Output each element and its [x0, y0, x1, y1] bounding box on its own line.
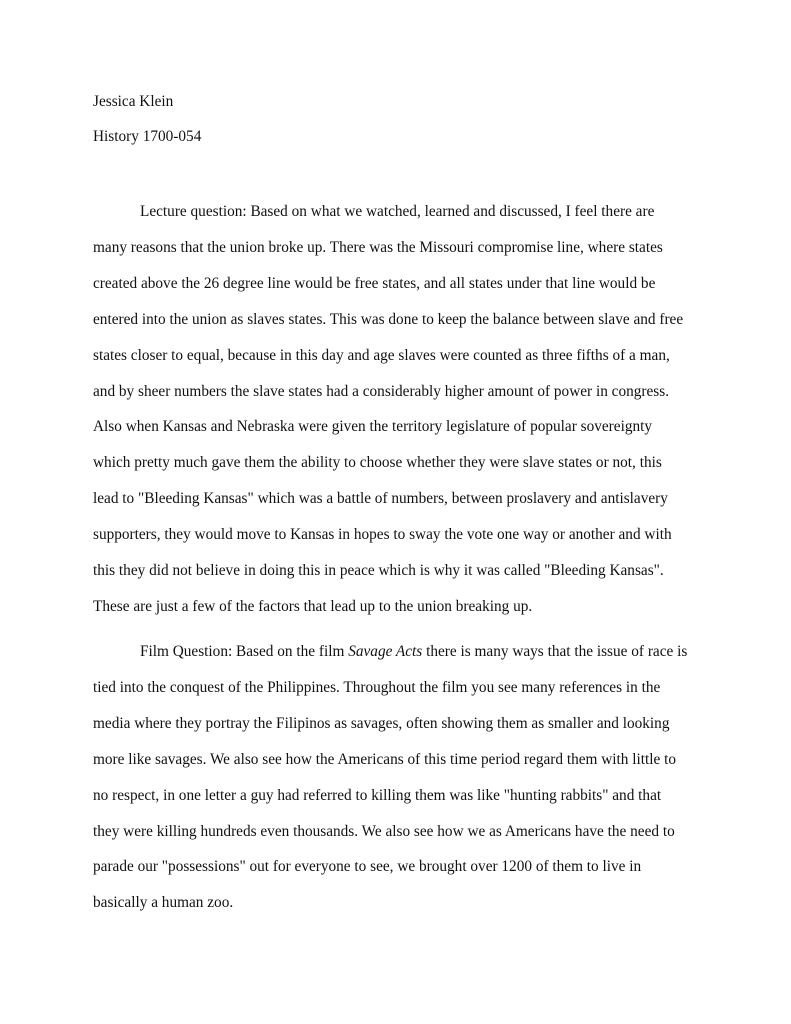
paragraph-line: Also when Kansas and Nebraska were given the territory legislature of popular sovereignty	[93, 418, 653, 435]
paragraph-line: supporters, they would move to Kansas in hopes to sway the vote one way or another and with	[93, 526, 672, 543]
paragraph-line: basically a human zoo.	[93, 894, 234, 911]
author-name: Jessica Klein	[93, 93, 174, 110]
film-question-prefix: Film Question: Based on the film	[140, 643, 349, 660]
paragraph-line: media where they portray the Filipinos as savages, often showing them as smaller and looking	[93, 715, 670, 732]
paragraph-line	[140, 642, 687, 662]
film-question-suffix: there is many ways that the issue of race is	[422, 643, 688, 660]
paragraph-line: more like savages. We also see how the Americans of this time period regard them with little to	[93, 751, 677, 768]
paragraph-line: tied into the conquest of the Philippines. Throughout the film you see many references in the	[93, 679, 661, 696]
paragraph-line: and by sheer numbers the slave states had a considerably higher amount of power in congress.	[93, 383, 670, 400]
paragraph-line: lead to "Bleeding Kansas" which was a battle of numbers, between proslavery and antislavery	[93, 490, 668, 507]
film-title: Savage Acts	[348, 643, 423, 660]
paragraph-line: Lecture question: Based on what we watched, learned and discussed, I feel there are	[140, 203, 655, 220]
paragraph-line: parade our "possessions" out for everyone to see, we brought over 1200 of them to live in	[93, 858, 642, 875]
paragraph-line: created above the 26 degree line would be free states, and all states under that line would be	[93, 275, 656, 292]
paragraph-line: entered into the union as slaves states. This was done to keep the balance between slave and free	[93, 311, 684, 328]
paragraph-line: no respect, in one letter a guy had referred to killing them was like "hunting rabbits" and that	[93, 787, 662, 804]
paragraph-line: These are just a few of the factors that lead up to the union breaking up.	[93, 598, 533, 615]
paragraph-line: states closer to equal, because in this day and age slaves were counted as three fifths of a man,	[93, 347, 670, 364]
paragraph-line: which pretty much gave them the ability to choose whether they were slave states or not, this	[93, 454, 662, 471]
paragraph-line: many reasons that the union broke up. There was the Missouri compromise line, where states	[93, 239, 663, 256]
course-number: History 1700-054	[93, 128, 202, 145]
paragraph-line: they were killing hundreds even thousands. We also see how we as Americans have the need to	[93, 823, 675, 840]
paragraph-line: this they did not believe in doing this in peace which is why it was called "Bleeding Kansas".	[93, 562, 664, 579]
